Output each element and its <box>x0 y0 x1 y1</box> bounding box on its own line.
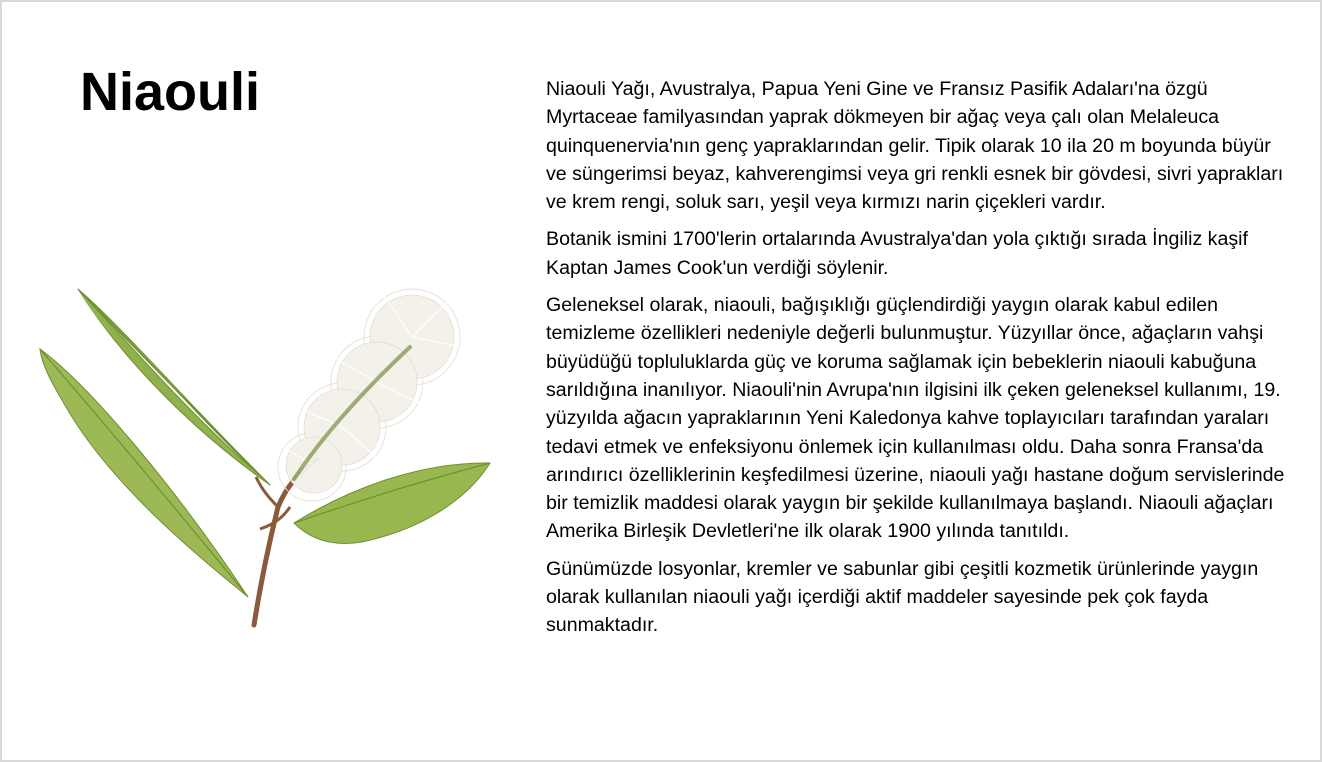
article-body <box>546 75 1291 649</box>
paragraph: Botanik ismini 1700'lerin ortalarında Avustralya'dan yola çıktığı sırada İngiliz kaşif Kaptan James Cook'un verdiği söylenir. <box>546 228 1248 279</box>
paragraph: Günümüzde losyonlar, kremler ve sabunlar gibi çeşitli kozmetik ürünlerinde yaygın olarak kullanılan niaouli yağı içerdiği aktif maddeler sayesinde pek çok fayda sunmaktadır. <box>546 557 1259 637</box>
paragraph: Geleneksel olarak, niaouli, bağışıklığı güçlendirdiği yaygın olarak kabul edilen temizleme özellikleri nedeniyle değerli bulunmuştur. Yüzyıllar önce, ağaçların vahşi büyüdüğü topluluklarda güç ve koruma sağlamak için bebeklerin niaouli kabuğuna sarıldığına inanılıyor. Niaouli'nin Avrupa'nın ilgisini ilk çeken geleneksel kullanımı, 19. yüzyılda ağacın yapraklarının Yeni Kaledonya kahve toplayıcıları tarafından yaraları tedavi etmek ve enfeksiyonu önlemek için kullanılması oldu. Daha sonra Fransa'da arındırıcı özelliklerinin keşfedilmesi üzerine, niaouli yağı hastane doğum servislerinde bir temizlik maddesi olarak yaygın bir şekilde kullanılmaya başlandı. Niaouli ağaçları Amerika Birleşik Devletleri'ne ilk olarak 1900 yılında tanıtıldı. <box>546 294 1285 543</box>
page-title: Niaouli <box>80 62 261 122</box>
paragraph: Niaouli Yağı, Avustralya, Papua Yeni Gine ve Fransız Pasifik Adaları'na özgü Myrtaceae familyasından yaprak dökmeyen bir ağaç veya çalı olan Melaleuca quinquenervia'nın genç yapraklarından gelir. Tipik olarak 10 ila 20 m boyunda büyür ve süngerimsi beyaz, kahverengimsi veya gri renkli esnek bir gövdesi, sivri yaprakları ve krem rengi, soluk sarı, yeşil veya kırmızı narin çiçekleri vardır. <box>546 78 1284 214</box>
niaouli-branch-illustration <box>32 267 502 637</box>
